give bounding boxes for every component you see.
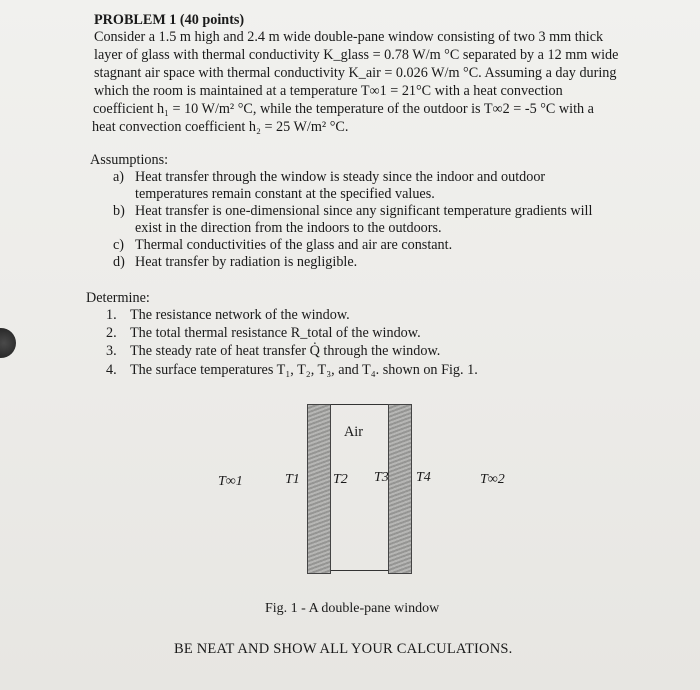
problem-line-4: which the room is maintained at a temperature T∞1 = 21°C with a heat convection	[94, 83, 563, 99]
problem-title: PROBLEM 1 (40 points)	[94, 12, 245, 28]
problem-line-2: layer of glass with thermal conductivity K_glass = 0.78 W/m °C separated by a 12 mm wide	[94, 47, 619, 63]
assumption-c-marker: c)	[113, 237, 125, 253]
determine-2-marker: 2.	[106, 325, 117, 341]
glass-pane-right	[388, 404, 412, 574]
footer-instruction: BE NEAT AND SHOW ALL YOUR CALCULATIONS.	[174, 641, 513, 657]
assumption-a-line-1: Heat transfer through the window is steady since the indoor and outdoor	[135, 169, 546, 185]
label-t4: T4	[416, 470, 431, 485]
assumption-b-marker: b)	[113, 203, 125, 219]
label-t2: T2	[333, 472, 348, 487]
assumption-b-line-1: Heat transfer is one-dimensional since any significant temperature gradients will	[135, 203, 593, 219]
label-t-inf-1: T∞1	[218, 474, 243, 489]
label-t3: T3	[374, 470, 389, 485]
assumptions-heading: Assumptions:	[90, 152, 169, 168]
determine-1-marker: 1.	[106, 307, 117, 323]
determine-4-marker: 4.	[106, 362, 117, 378]
figure-caption: Fig. 1 - A double-pane window	[265, 601, 440, 616]
determine-4-text: The surface temperatures T₁, T₂, T₃, and T₄. shown on Fig. 1.	[130, 362, 478, 378]
determine-3-text: The steady rate of heat transfer Q̇ through the window.	[130, 343, 441, 359]
assumption-c-line-1: Thermal conductivities of the glass and air are constant.	[135, 237, 453, 253]
assumption-a-line-2: temperatures remain constant at the specified values.	[135, 186, 435, 202]
determine-3-marker: 3.	[106, 343, 117, 359]
air-label: Air	[344, 424, 363, 440]
assumption-b-line-2: exist in the direction from the indoors to the outdoors.	[135, 220, 442, 236]
glass-pane-left	[307, 404, 331, 574]
problem-line-6: heat convection coefficient h₂ = 25 W/m² °C.	[92, 119, 349, 135]
problem-line-3: stagnant air space with thermal conductivity K_air = 0.026 W/m °C. Assuming a day during	[94, 65, 617, 81]
problem-line-1: Consider a 1.5 m high and 2.4 m wide double-pane window consisting of two 3 mm thick	[94, 29, 604, 45]
determine-1-text: The resistance network of the window.	[130, 307, 350, 323]
determine-heading: Determine:	[86, 290, 150, 306]
assumption-d-marker: d)	[113, 254, 125, 270]
assumption-a-marker: a)	[113, 169, 125, 185]
label-t-inf-2: T∞2	[480, 472, 505, 487]
problem-line-5: coefficient h₁ = 10 W/m² °C, while the temperature of the outdoor is T∞2 = -5 °C with a	[93, 101, 594, 117]
assumption-d-line-1: Heat transfer by radiation is negligible.	[135, 254, 358, 270]
determine-2-text: The total thermal resistance R_total of the window.	[130, 325, 421, 341]
label-t1: T1	[285, 472, 300, 487]
